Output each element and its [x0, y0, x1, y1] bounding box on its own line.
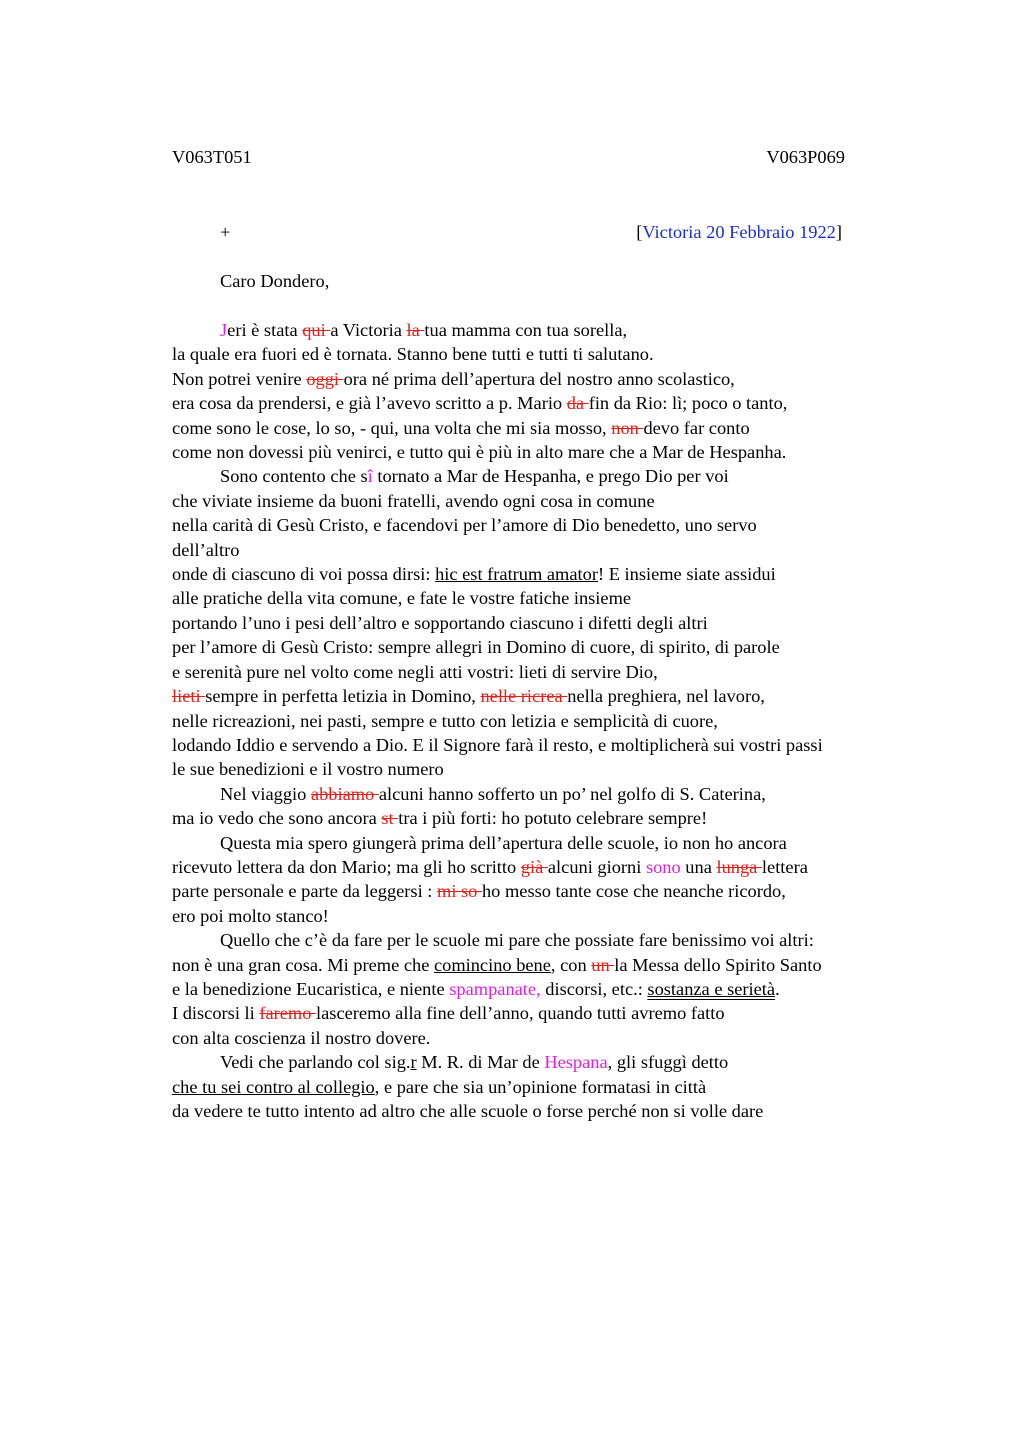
- text-segment: M. R. di Mar de: [416, 1052, 545, 1073]
- text-segment: ho messo tante cose che neanche ricordo,: [481, 881, 786, 902]
- text-segment: I discorsi li: [172, 1003, 260, 1024]
- deleted-text: oggi: [306, 368, 344, 389]
- text-segment: nelle ricreazioni, nei pasti, sempre e tutto con letizia e semplicità di cuore,: [172, 710, 718, 731]
- text-line: [172, 1026, 932, 1050]
- text-segment: a Victoria: [330, 320, 407, 340]
- salutation: Caro Dondero,: [220, 271, 330, 291]
- text-segment: portando l’uno i pesi dell’altro e sopportando ciascuno i difetti degli altri: [172, 612, 708, 633]
- added-text: sono: [645, 856, 681, 877]
- text-segment: Questa mia spero giungerà prima dell’apertura delle scuole, io non ho ancora: [220, 832, 787, 853]
- text-line: [172, 806, 932, 830]
- text-segment: fin da Rio: lì; poco o tanto,: [588, 393, 788, 414]
- text-segment: onde di ciascuno di voi possa dirsi:: [172, 564, 436, 585]
- text-segment: , e pare che sia un’opinione formatasi in città: [374, 1076, 707, 1097]
- text-line: [172, 489, 932, 513]
- text-segment: Quello che c’è da fare per le scuole mi pare che possiate fare benissimo voi altri:: [220, 930, 814, 951]
- text-segment: la quale era fuori ed è tornata. Stanno bene tutti e tutti ti salutano.: [172, 344, 654, 365]
- text-line: [172, 904, 932, 928]
- underlined-text: che tu sei contro al collegio: [172, 1076, 375, 1097]
- text-segment: ora né prima dell’apertura del nostro anno scolastico,: [343, 368, 735, 389]
- text-segment: non è una gran cosa. Mi preme che: [172, 954, 434, 975]
- text-line: [172, 391, 932, 415]
- text-line: [172, 684, 932, 708]
- underlined-text: r: [410, 1052, 417, 1073]
- text-segment: Non potrei venire: [172, 368, 307, 389]
- text-segment: tra i più forti: ho potuto celebrare sempre!: [398, 808, 708, 829]
- deleted-text: mi so: [437, 881, 482, 902]
- text-segment: ero poi molto stanco!: [172, 905, 329, 926]
- text-line: [172, 611, 932, 635]
- text-line: [172, 367, 932, 391]
- text-segment: sempre in perfetta letizia in Domino,: [205, 686, 481, 707]
- deleted-text: abbiamo: [310, 783, 379, 804]
- underlined-text: hic est fratrum amator: [435, 564, 598, 585]
- text-line: [172, 879, 932, 903]
- text-line: [172, 562, 932, 586]
- text-segment: lodando Iddio e servendo a Dio. E il Signore farà il resto, e moltiplicherà sui vostri passi: [172, 734, 823, 755]
- text-segment: come non dovessi più venirci, e tutto qui è più in alto mare che a Mar de Hespanha.: [172, 442, 787, 463]
- date-close-bracket: ]: [835, 222, 842, 242]
- text-segment: , gli sfuggì detto: [607, 1052, 729, 1073]
- text-line: [172, 1099, 932, 1123]
- text-line: [172, 977, 932, 1001]
- deleted-text: lunga: [716, 856, 762, 877]
- added-text: spampanate,: [449, 978, 541, 999]
- text-segment: che viviate insieme da buoni fratelli, avendo ogni cosa in comune: [172, 490, 655, 511]
- text-segment: lasceremo alla fine dell’anno, quando tutti avremo fatto: [316, 1003, 725, 1024]
- document-ref-right: V063P069: [766, 147, 845, 167]
- document-ref-left: V063T051: [172, 147, 252, 167]
- text-segment: , con: [550, 954, 592, 975]
- text-segment: tornato a Mar de Hespanha, e prego Dio per voi: [372, 466, 729, 487]
- text-segment: da vedere te tutto intento ad altro che alle scuole o forse perché non si volle dare: [172, 1101, 764, 1121]
- text-segment: alcuni hanno sofferto un po’ nel golfo di S. Caterina,: [378, 783, 766, 804]
- text-segment: come sono le cose, lo so, - qui, una volta che mi sia mosso,: [172, 417, 612, 438]
- text-line: [172, 416, 932, 440]
- text-line: [172, 660, 932, 684]
- text-segment: per l’amore di Gesù Cristo: sempre allegri in Domino di cuore, di spirito, di parole: [172, 637, 780, 658]
- deleted-text: non: [611, 417, 644, 438]
- text-segment: la Messa dello Spirito Santo: [614, 954, 822, 975]
- text-line: [172, 318, 932, 342]
- added-text: Hespana: [544, 1052, 608, 1073]
- deleted-text: nelle ricrea: [480, 686, 568, 707]
- text-line: [172, 538, 932, 562]
- text-segment: Sono contento che s: [220, 466, 368, 487]
- text-segment: ! E insieme siate assidui: [597, 564, 776, 585]
- date-open-bracket: [: [636, 222, 643, 242]
- text-segment: alcuni giorni: [547, 856, 646, 877]
- underlined-text: comincino bene: [433, 954, 551, 975]
- text-line: [172, 635, 932, 659]
- added-text: î: [367, 466, 373, 487]
- text-line: [172, 855, 932, 879]
- text-line: [172, 709, 932, 733]
- deleted-text: qui: [302, 320, 331, 340]
- text-segment: discorsi, etc.:: [540, 978, 648, 999]
- text-line: [172, 831, 932, 855]
- text-segment: le sue benedizioni e il vostro numero: [172, 759, 444, 780]
- text-segment: nella preghiera, nel lavoro,: [567, 686, 765, 707]
- text-segment: Vedi che parlando col sig.: [220, 1052, 411, 1073]
- text-segment: tua mamma con tua sorella,: [424, 320, 628, 340]
- text-segment: una: [680, 856, 717, 877]
- text-line: [172, 440, 932, 464]
- text-segment: lettera: [761, 856, 808, 877]
- text-segment: e la benedizione Eucaristica, e niente: [172, 978, 450, 999]
- text-segment: devo far conto: [643, 417, 750, 438]
- text-segment: alle pratiche della vita comune, e fate le vostre fatiche insieme: [172, 588, 632, 609]
- letter-date: Victoria 20 Febbraio 1922: [642, 222, 836, 242]
- text-segment: eri è stata: [227, 320, 303, 340]
- letter-body: [172, 318, 932, 1123]
- cross-mark: +: [220, 222, 231, 242]
- deleted-text: da: [566, 393, 589, 414]
- text-line: [172, 928, 932, 952]
- deleted-text: st: [381, 808, 399, 829]
- deleted-text: un: [591, 954, 615, 975]
- text-segment: .: [775, 978, 780, 999]
- text-line: [172, 586, 932, 610]
- text-segment: con alta coscienza il nostro dovere.: [172, 1027, 431, 1048]
- text-segment: era cosa da prendersi, e già l’avevo scritto a p. Mario: [172, 393, 567, 414]
- deleted-text: faremo: [259, 1003, 317, 1024]
- deleted-text: già: [520, 856, 548, 877]
- text-segment: nella carità di Gesù Cristo, e facendovi per l’amore di Dio benedetto, uno servo: [172, 515, 757, 536]
- text-segment: ricevuto lettera da don Mario; ma gli ho scritto: [172, 856, 521, 877]
- text-segment: Nel viaggio: [220, 783, 311, 804]
- text-segment: e serenità pure nel volto come negli atti vostri: lieti di servire Dio,: [172, 661, 658, 682]
- deleted-text: la: [406, 320, 425, 340]
- text-line: [172, 953, 932, 977]
- text-segment: dell’altro: [172, 539, 240, 560]
- added-text: J: [220, 320, 228, 340]
- text-line: [172, 782, 932, 806]
- double-underlined-text: sostanza e serietà: [647, 978, 776, 999]
- text-line: [172, 733, 932, 757]
- text-segment: ma io vedo che sono ancora: [172, 808, 382, 829]
- text-line: [172, 1050, 932, 1074]
- text-line: [172, 513, 932, 537]
- text-line: [172, 1075, 932, 1099]
- text-segment: parte personale e parte da leggersi :: [172, 881, 438, 902]
- date-line: [636, 222, 842, 243]
- text-line: [172, 1001, 932, 1025]
- deleted-text: lieti: [172, 686, 206, 707]
- text-line: [172, 464, 932, 488]
- text-line: [172, 757, 932, 781]
- text-line: [172, 342, 932, 366]
